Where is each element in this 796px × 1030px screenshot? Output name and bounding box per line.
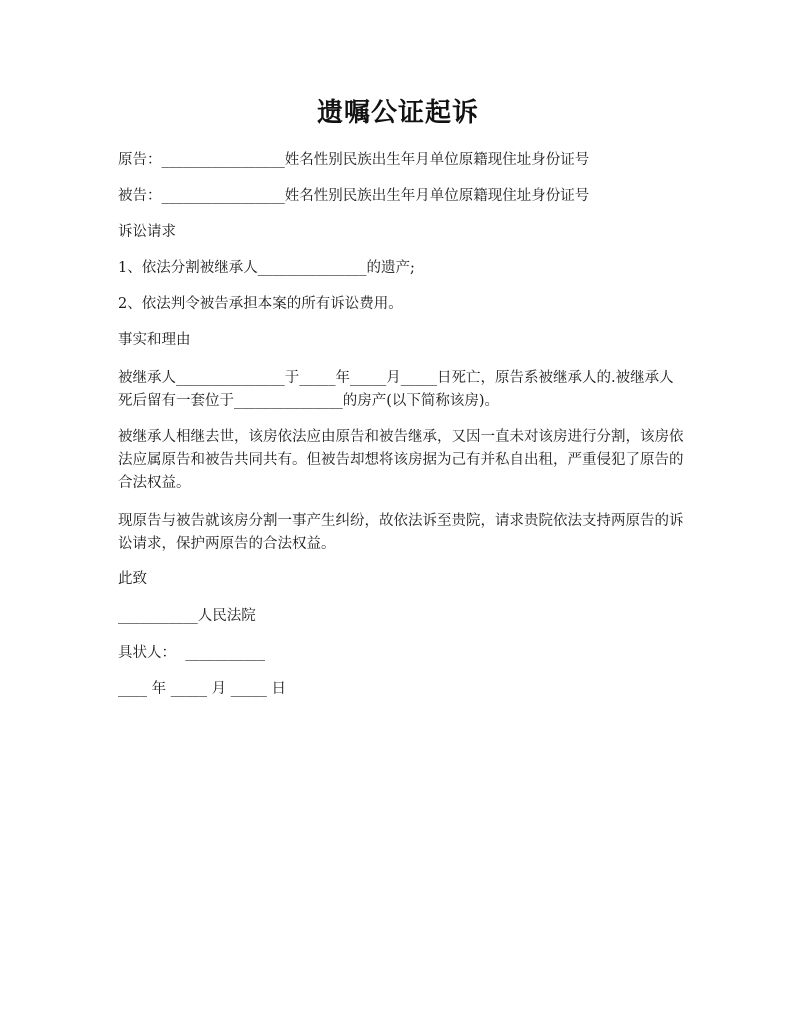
defendant-line: 被告：_________________姓名性别民族出生年月单位原籍现住址身份证号 bbox=[118, 188, 590, 204]
court-line: ___________人民法院 bbox=[118, 608, 256, 624]
signer-line: 具状人： ___________ bbox=[118, 645, 265, 661]
plaintiff-line: 原告：_________________姓名性别民族出生年月单位原籍现住址身份证号 bbox=[118, 152, 590, 168]
document-title: 遗嘱公证起诉 bbox=[316, 98, 479, 128]
claim-1: 1、依法分割被继承人_______________的遗产; bbox=[118, 260, 415, 276]
salutation: 此致 bbox=[118, 571, 147, 587]
facts-heading: 事实和理由 bbox=[118, 332, 191, 348]
claim-2: 2、依法判令被告承担本案的所有诉讼费用。 bbox=[118, 296, 403, 312]
date-line: ____ 年 _____ 月 _____ 日 bbox=[118, 681, 287, 697]
facts-paragraph-3: 现原告与被告就该房分割一事产生纠纷，故依法诉至贵院，请求贵院依法支持两原告的诉讼请求，保护两原告的合法权益。 bbox=[118, 513, 684, 552]
claims-heading: 诉讼请求 bbox=[118, 224, 176, 240]
facts-paragraph-2: 被继承人相继去世，该房依法应由原告和被告继承，又因一直未对该房进行分割，该房依法应属原告和被告共同共有。但被告却想将该房据为己有并私自出租，严重侵犯了原告的合法权益。 bbox=[118, 429, 684, 491]
facts-paragraph-1: 被继承人_______________于_____年_____月_____日死亡，原告系被继承人的.被继承人死后留有一套位于_______________的房产(以下简称该房)。 bbox=[118, 370, 674, 409]
